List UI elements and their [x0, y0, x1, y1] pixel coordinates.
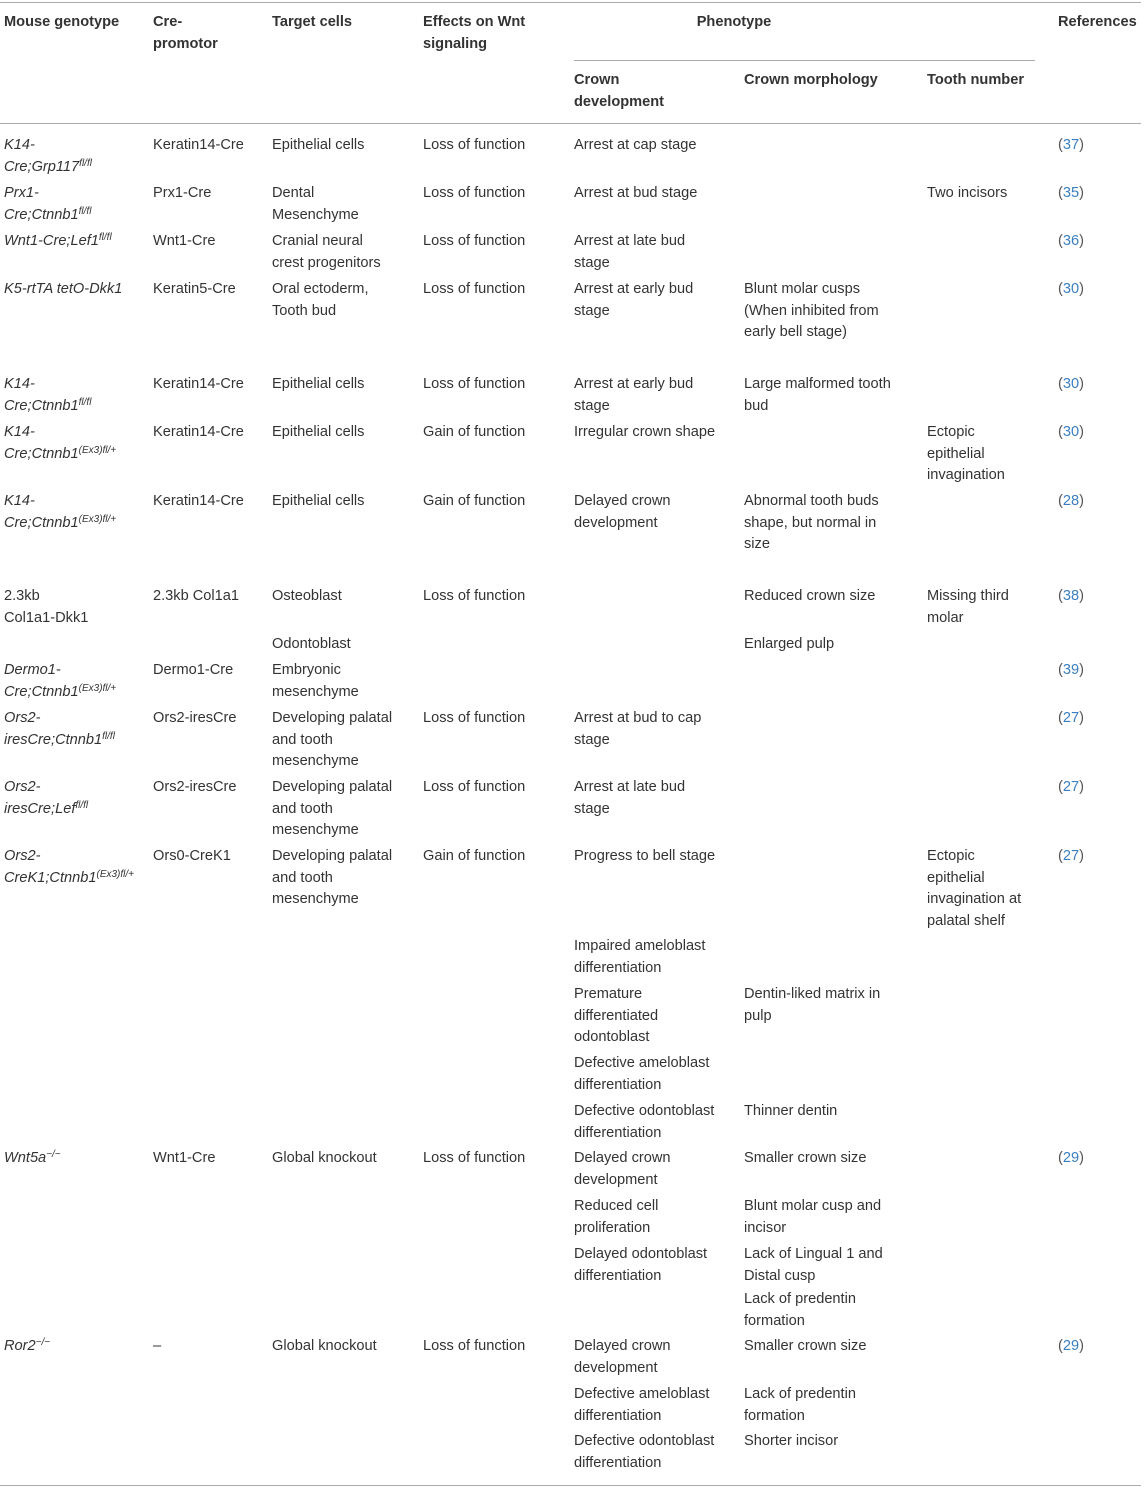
row-effect: Loss of function — [423, 710, 526, 726]
row-crown-morphology: Reduced crown size — [744, 588, 876, 604]
row-cre-promotor: Keratin5-Cre — [153, 281, 236, 297]
row-reference-link[interactable]: (28) — [1058, 493, 1084, 509]
row-cre-promotor: Ors0-CreK1 — [153, 848, 231, 864]
header-mouse-genotype: Mouse genotype — [4, 14, 120, 30]
row-effect: Loss of function — [423, 233, 526, 249]
row-reference-link[interactable]: (29) — [1058, 1338, 1084, 1354]
header-cre-promotor: Cre- promotor — [153, 14, 218, 52]
row-reference-link[interactable]: (29) — [1058, 1150, 1084, 1166]
row-target-cells: Developing palatal and tooth mesenchyme — [272, 848, 393, 907]
row-crown-morphology: Lack of predentin formation — [744, 1291, 856, 1329]
row-crown-development: Progress to bell stage — [574, 848, 716, 864]
header-crown-morphology: Crown morphology — [744, 72, 878, 88]
row-crown-development: Defective ameloblast differentiation — [574, 1055, 710, 1093]
row-reference-link[interactable]: (30) — [1058, 281, 1084, 297]
row-reference-link[interactable]: (30) — [1058, 376, 1084, 392]
row-genotype: Ors2- iresCre;Lef$^{fl/fl}$ — [4, 779, 89, 817]
row-genotype: K14- $Cre;Ctnnb1^{fl/fl}$ — [4, 376, 92, 414]
row-effect: Gain of function — [423, 848, 526, 864]
row-cre-promotor: Wnt1-Cre — [153, 233, 216, 249]
row-cre-promotor: Prx1-Cre — [153, 185, 212, 201]
row-effect: Loss of function — [423, 281, 526, 297]
row-crown-development: Premature differentiated odontoblast — [574, 986, 659, 1045]
row-reference-link[interactable]: (27) — [1058, 848, 1084, 864]
row-effect: Loss of function — [423, 185, 526, 201]
header-effects-on-wnt: Effects on Wnt signaling — [423, 14, 526, 52]
phenotype-rule — [574, 60, 1035, 61]
row-crown-development: Reduced cell proliferation — [574, 1198, 659, 1236]
row-tooth-number: Missing third molar — [927, 588, 1009, 626]
row-tooth-number: Ectopic epithelial invagination at palatal shelf — [927, 848, 1022, 929]
row-target-cells: Developing palatal and tooth mesenchyme — [272, 779, 393, 838]
row-reference-link[interactable]: (27) — [1058, 779, 1084, 795]
row-effect: Loss of function — [423, 588, 526, 604]
row-crown-development: Impaired ameloblast differentiation — [574, 938, 706, 976]
row-cre-promotor: Keratin14-Cre — [153, 137, 244, 153]
row-cre-promotor: Keratin14-Cre — [153, 424, 244, 440]
row-crown-development: Delayed odontoblast differentiation — [574, 1246, 708, 1284]
row-reference-link[interactable]: (35) — [1058, 185, 1084, 201]
header-phenotype: Phenotype — [696, 14, 772, 30]
row-crown-development: Arrest at late bud stage — [574, 233, 686, 271]
row-genotype: Ors2- $CreK1;Ctnnb1^{(Ex3)fl/+}$ — [4, 848, 134, 886]
row-target-cells: Developing palatal and tooth mesenchyme — [272, 710, 393, 769]
row-genotype: Wnt5a−/− — [4, 1149, 61, 1166]
row-target-cells: Global knockout — [272, 1338, 377, 1354]
row-crown-development: Defective odontoblast differentiation — [574, 1433, 715, 1471]
row-effect: Loss of function — [423, 1150, 526, 1166]
row-crown-morphology: Blunt molar cusps (When inhibited from early bell stage) — [744, 281, 879, 340]
row-crown-morphology: Abnormal tooth buds shape, but normal in size — [744, 493, 879, 552]
top-rule — [0, 2, 1141, 3]
row-crown-morphology: Smaller crown size — [744, 1150, 867, 1166]
row-crown-development: Arrest at bud stage — [574, 185, 698, 201]
header-target-cells: Target cells — [272, 14, 353, 30]
row-target-cells: Epithelial cells — [272, 424, 365, 440]
row-crown-morphology: Enlarged pulp — [744, 636, 835, 652]
row-target-cells: Global knockout — [272, 1150, 377, 1166]
header-tooth-number: Tooth number — [927, 72, 1025, 88]
row-genotype: K14- $Cre;Ctnnb1^{(Ex3)fl/+}$ — [4, 493, 117, 531]
header-crown-development: Crown development — [574, 72, 665, 110]
row-effect: Gain of function — [423, 493, 526, 509]
row-cre-promotor: Keratin14-Cre — [153, 376, 244, 392]
row-cre-promotor: 2.3kb Col1a1 — [153, 588, 240, 604]
row-effect: Loss of function — [423, 376, 526, 392]
row-crown-development: Defective ameloblast differentiation — [574, 1386, 710, 1424]
row-target-cells: Dental Mesenchyme — [272, 185, 359, 223]
row-crown-morphology: Blunt molar cusp and incisor — [744, 1198, 882, 1236]
row-crown-morphology: Thinner dentin — [744, 1103, 838, 1119]
row-genotype: $Wnt1-Cre;Lef1^{fl/fl}$ — [4, 232, 112, 249]
row-genotype: Prx1- $Cre;Ctnnb1^{fl/fl}$ — [4, 185, 92, 223]
row-reference-link[interactable]: (39) — [1058, 662, 1084, 678]
row-cre-promotor: Keratin14-Cre — [153, 493, 244, 509]
row-reference-link[interactable]: (27) — [1058, 710, 1084, 726]
row-effect: Loss of function — [423, 779, 526, 795]
row-crown-morphology: Large malformed tooth bud — [744, 376, 891, 414]
row-genotype: Ors2- $iresCre;Ctnnb1^{fl/fl}$ — [4, 710, 115, 748]
row-genotype: K14- $Cre;Ctnnb1^{(Ex3)fl/+}$ — [4, 424, 117, 462]
row-crown-morphology: Lack of predentin formation — [744, 1386, 856, 1424]
row-reference-link[interactable]: (38) — [1058, 588, 1084, 604]
row-cre-promotor: Wnt1-Cre — [153, 1150, 216, 1166]
header-rule — [0, 123, 1141, 124]
row-effect: Loss of function — [423, 1338, 526, 1354]
row-target-cells: Epithelial cells — [272, 493, 365, 509]
row-target-cells: Epithelial cells — [272, 376, 365, 392]
bottom-rule — [0, 1485, 1141, 1486]
row-crown-development: Arrest at early bud stage — [574, 376, 694, 414]
row-cre-promotor: Ors2-iresCre — [153, 710, 237, 726]
row-reference-link[interactable]: (36) — [1058, 233, 1084, 249]
row-cre-promotor: Ors2-iresCre — [153, 779, 237, 795]
row-genotype: Dermo1- $Cre;Ctnnb1^{(Ex3)fl/+}$ — [4, 662, 117, 700]
row-crown-development: Arrest at early bud stage — [574, 281, 694, 319]
row-target-cells: Epithelial cells — [272, 137, 365, 153]
row-target-cells: Oral ectoderm, Tooth bud — [272, 281, 369, 319]
row-crown-morphology: Dentin-liked matrix in pulp — [744, 986, 881, 1024]
row-genotype: 2.3kb Col1a1-Dkk1 — [4, 588, 89, 626]
row-cre-promotor: Dermo1-Cre — [153, 662, 234, 678]
row-crown-development: Arrest at late bud stage — [574, 779, 686, 817]
row-target-cells: Osteoblast — [272, 588, 342, 604]
header-references: References — [1058, 14, 1137, 30]
row-genotype: Ror2−/− — [4, 1337, 51, 1354]
row-cre-promotor: – — [153, 1338, 162, 1354]
row-reference-link[interactable]: (30) — [1058, 424, 1084, 440]
row-crown-development: Arrest at cap stage — [574, 137, 697, 153]
row-genotype: K14- $Cre;Grp117^{fl/fl}$ — [4, 137, 92, 175]
row-crown-development: Delayed crown development — [574, 1338, 671, 1376]
row-reference-link[interactable]: (37) — [1058, 137, 1084, 153]
row-effect: Gain of function — [423, 424, 526, 440]
row-crown-development: Defective odontoblast differentiation — [574, 1103, 715, 1141]
row-crown-morphology: Lack of Lingual 1 and Distal cusp — [744, 1246, 883, 1284]
row-crown-development: Delayed crown development — [574, 493, 671, 531]
row-crown-morphology: Shorter incisor — [744, 1433, 839, 1449]
row-crown-development: Irregular crown shape — [574, 424, 716, 440]
row-target-cells: Odontoblast — [272, 636, 351, 652]
row-tooth-number: Two incisors — [927, 185, 1008, 201]
row-crown-morphology: Smaller crown size — [744, 1338, 867, 1354]
row-crown-development: Delayed crown development — [574, 1150, 671, 1188]
row-genotype: K5-rtTA tetO-Dkk1 — [4, 281, 123, 297]
row-effect: Loss of function — [423, 137, 526, 153]
row-target-cells: Cranial neural crest progenitors — [272, 233, 381, 271]
row-crown-development: Arrest at bud to cap stage — [574, 710, 702, 748]
row-tooth-number: Ectopic epithelial invagination — [927, 424, 1005, 483]
row-target-cells: Embryonic mesenchyme — [272, 662, 359, 700]
